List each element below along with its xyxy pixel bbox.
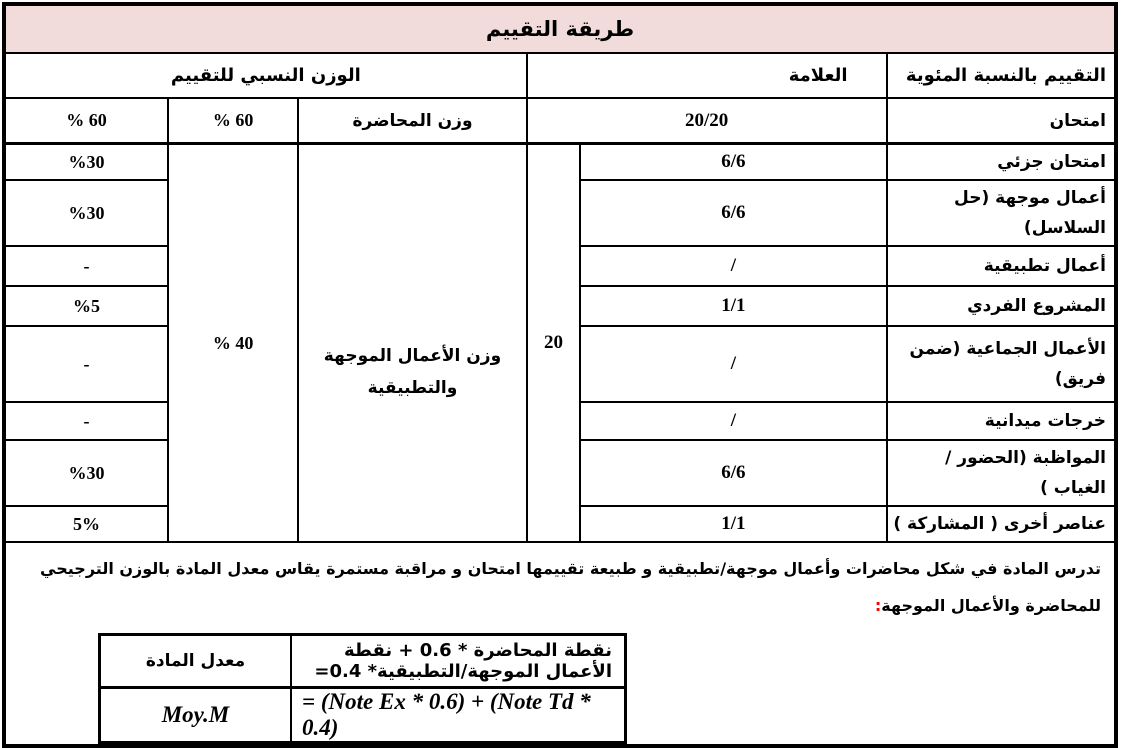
- note-line-1: تدرس المادة في شكل محاضرات وأعمال موجهة/تطبيقية و طبيعة تقييمها امتحان و مراقبة مستمرة يقاس معدل المادة بالوزن الترجيحي: [40, 559, 1101, 578]
- pct-cell: [4, 286, 168, 326]
- note-cell: [4, 542, 1116, 746]
- table-row-exam: [4, 98, 1116, 144]
- pct-value: -: [83, 410, 90, 431]
- mark-cell: [527, 98, 887, 144]
- mark-cell: [580, 144, 886, 181]
- mark-value: /: [730, 255, 737, 276]
- pct-cell: [4, 144, 168, 181]
- row-label: امتحان: [887, 98, 1116, 144]
- pct-value: % 40: [212, 332, 254, 353]
- pct-cell: [4, 246, 168, 286]
- total-mark-cell: [527, 144, 581, 543]
- mark-cell: [580, 506, 886, 542]
- mark-value: 20/20: [684, 109, 729, 131]
- row-label: خرجات ميدانية: [887, 402, 1116, 440]
- red-colon: :: [874, 596, 882, 615]
- row-label: امتحان جزئي: [887, 144, 1116, 181]
- pct-value: % 60: [66, 110, 107, 130]
- pct-cell: [4, 326, 168, 402]
- row-label: عناصر أخرى ( المشاركة ): [887, 506, 1116, 542]
- note-text: [6, 543, 1114, 624]
- note-row: [4, 542, 1116, 746]
- mark-value: 1/1: [721, 295, 746, 316]
- row-label: أعمال موجهة (حل السلاسل): [887, 180, 1116, 246]
- formula-table: [98, 633, 627, 744]
- weight-pct-merged-cell: [168, 144, 298, 543]
- formula-row-arabic: [100, 635, 626, 688]
- mark-cell: [580, 180, 886, 246]
- moy-m-label: Moy.M: [100, 688, 292, 743]
- col-header-relative-weight: الوزن النسبي للتقييم: [4, 53, 527, 98]
- col-header-evaluation-pct: التقييم بالنسبة المئوية: [887, 53, 1116, 98]
- weight-pct-cell: [168, 98, 298, 144]
- row-label: المشروع الفردي: [887, 286, 1116, 326]
- pct-value: %5: [72, 295, 100, 316]
- weight-desc-cell: وزن المحاضرة: [298, 98, 526, 144]
- mark-value: 1/1: [721, 513, 746, 534]
- pct-cell: [4, 402, 168, 440]
- col-header-mark: العلامة: [527, 53, 887, 98]
- pct-value: %30: [68, 202, 105, 223]
- pct-value: %30: [68, 151, 105, 172]
- formula-row-english: [100, 688, 626, 743]
- formula-english: = (Note Ex * 0.6) + (Note Td * 0.4): [291, 688, 626, 743]
- course-average-label: معدل المادة: [100, 635, 292, 688]
- mark-value: /: [730, 410, 737, 431]
- section-title: طريقة التقييم: [4, 4, 1116, 53]
- table-row: [4, 144, 1116, 181]
- evaluation-method-section: [2, 2, 1118, 748]
- note-line-2-text: للمحاضرة والأعمال الموجهة: [881, 596, 1101, 615]
- mark-cell: [580, 286, 886, 326]
- mark-cell: [580, 326, 886, 402]
- row-label: أعمال تطبيقية: [887, 246, 1116, 286]
- weight-desc-merged-cell: وزن الأعمال الموجهة والتطبيقية: [298, 144, 526, 543]
- pct-value: -: [83, 353, 90, 374]
- formula-arabic: نقطة المحاضرة * 0.6 + نقطة الأعمال الموجهة/التطبيقية* 0.4=: [291, 635, 626, 688]
- mark-cell: [580, 402, 886, 440]
- pct-value: %30: [68, 462, 105, 483]
- pct-cell: [4, 506, 168, 542]
- pct-cell: [4, 180, 168, 246]
- overall-pct-cell: [4, 98, 168, 144]
- title-row: [4, 4, 1116, 53]
- mark-cell: [580, 246, 886, 286]
- mark-value: 6/6: [721, 462, 746, 483]
- mark-value: 6/6: [721, 202, 746, 223]
- mark-value: /: [730, 353, 737, 374]
- mark-value: 6/6: [721, 151, 746, 172]
- pct-cell: [4, 440, 168, 506]
- row-label: الأعمال الجماعية (ضمن فريق): [887, 326, 1116, 402]
- evaluation-table: [2, 2, 1118, 748]
- row-label: المواظبة (الحضور / الغياب ): [887, 440, 1116, 506]
- mark-cell: [580, 440, 886, 506]
- pct-value: % 60: [212, 110, 254, 130]
- pct-value: -: [83, 255, 90, 276]
- note-line-2: [44, 587, 1101, 624]
- total-mark-value: 20: [543, 332, 563, 353]
- pct-value: 5%: [72, 513, 100, 534]
- header-row: [4, 53, 1116, 98]
